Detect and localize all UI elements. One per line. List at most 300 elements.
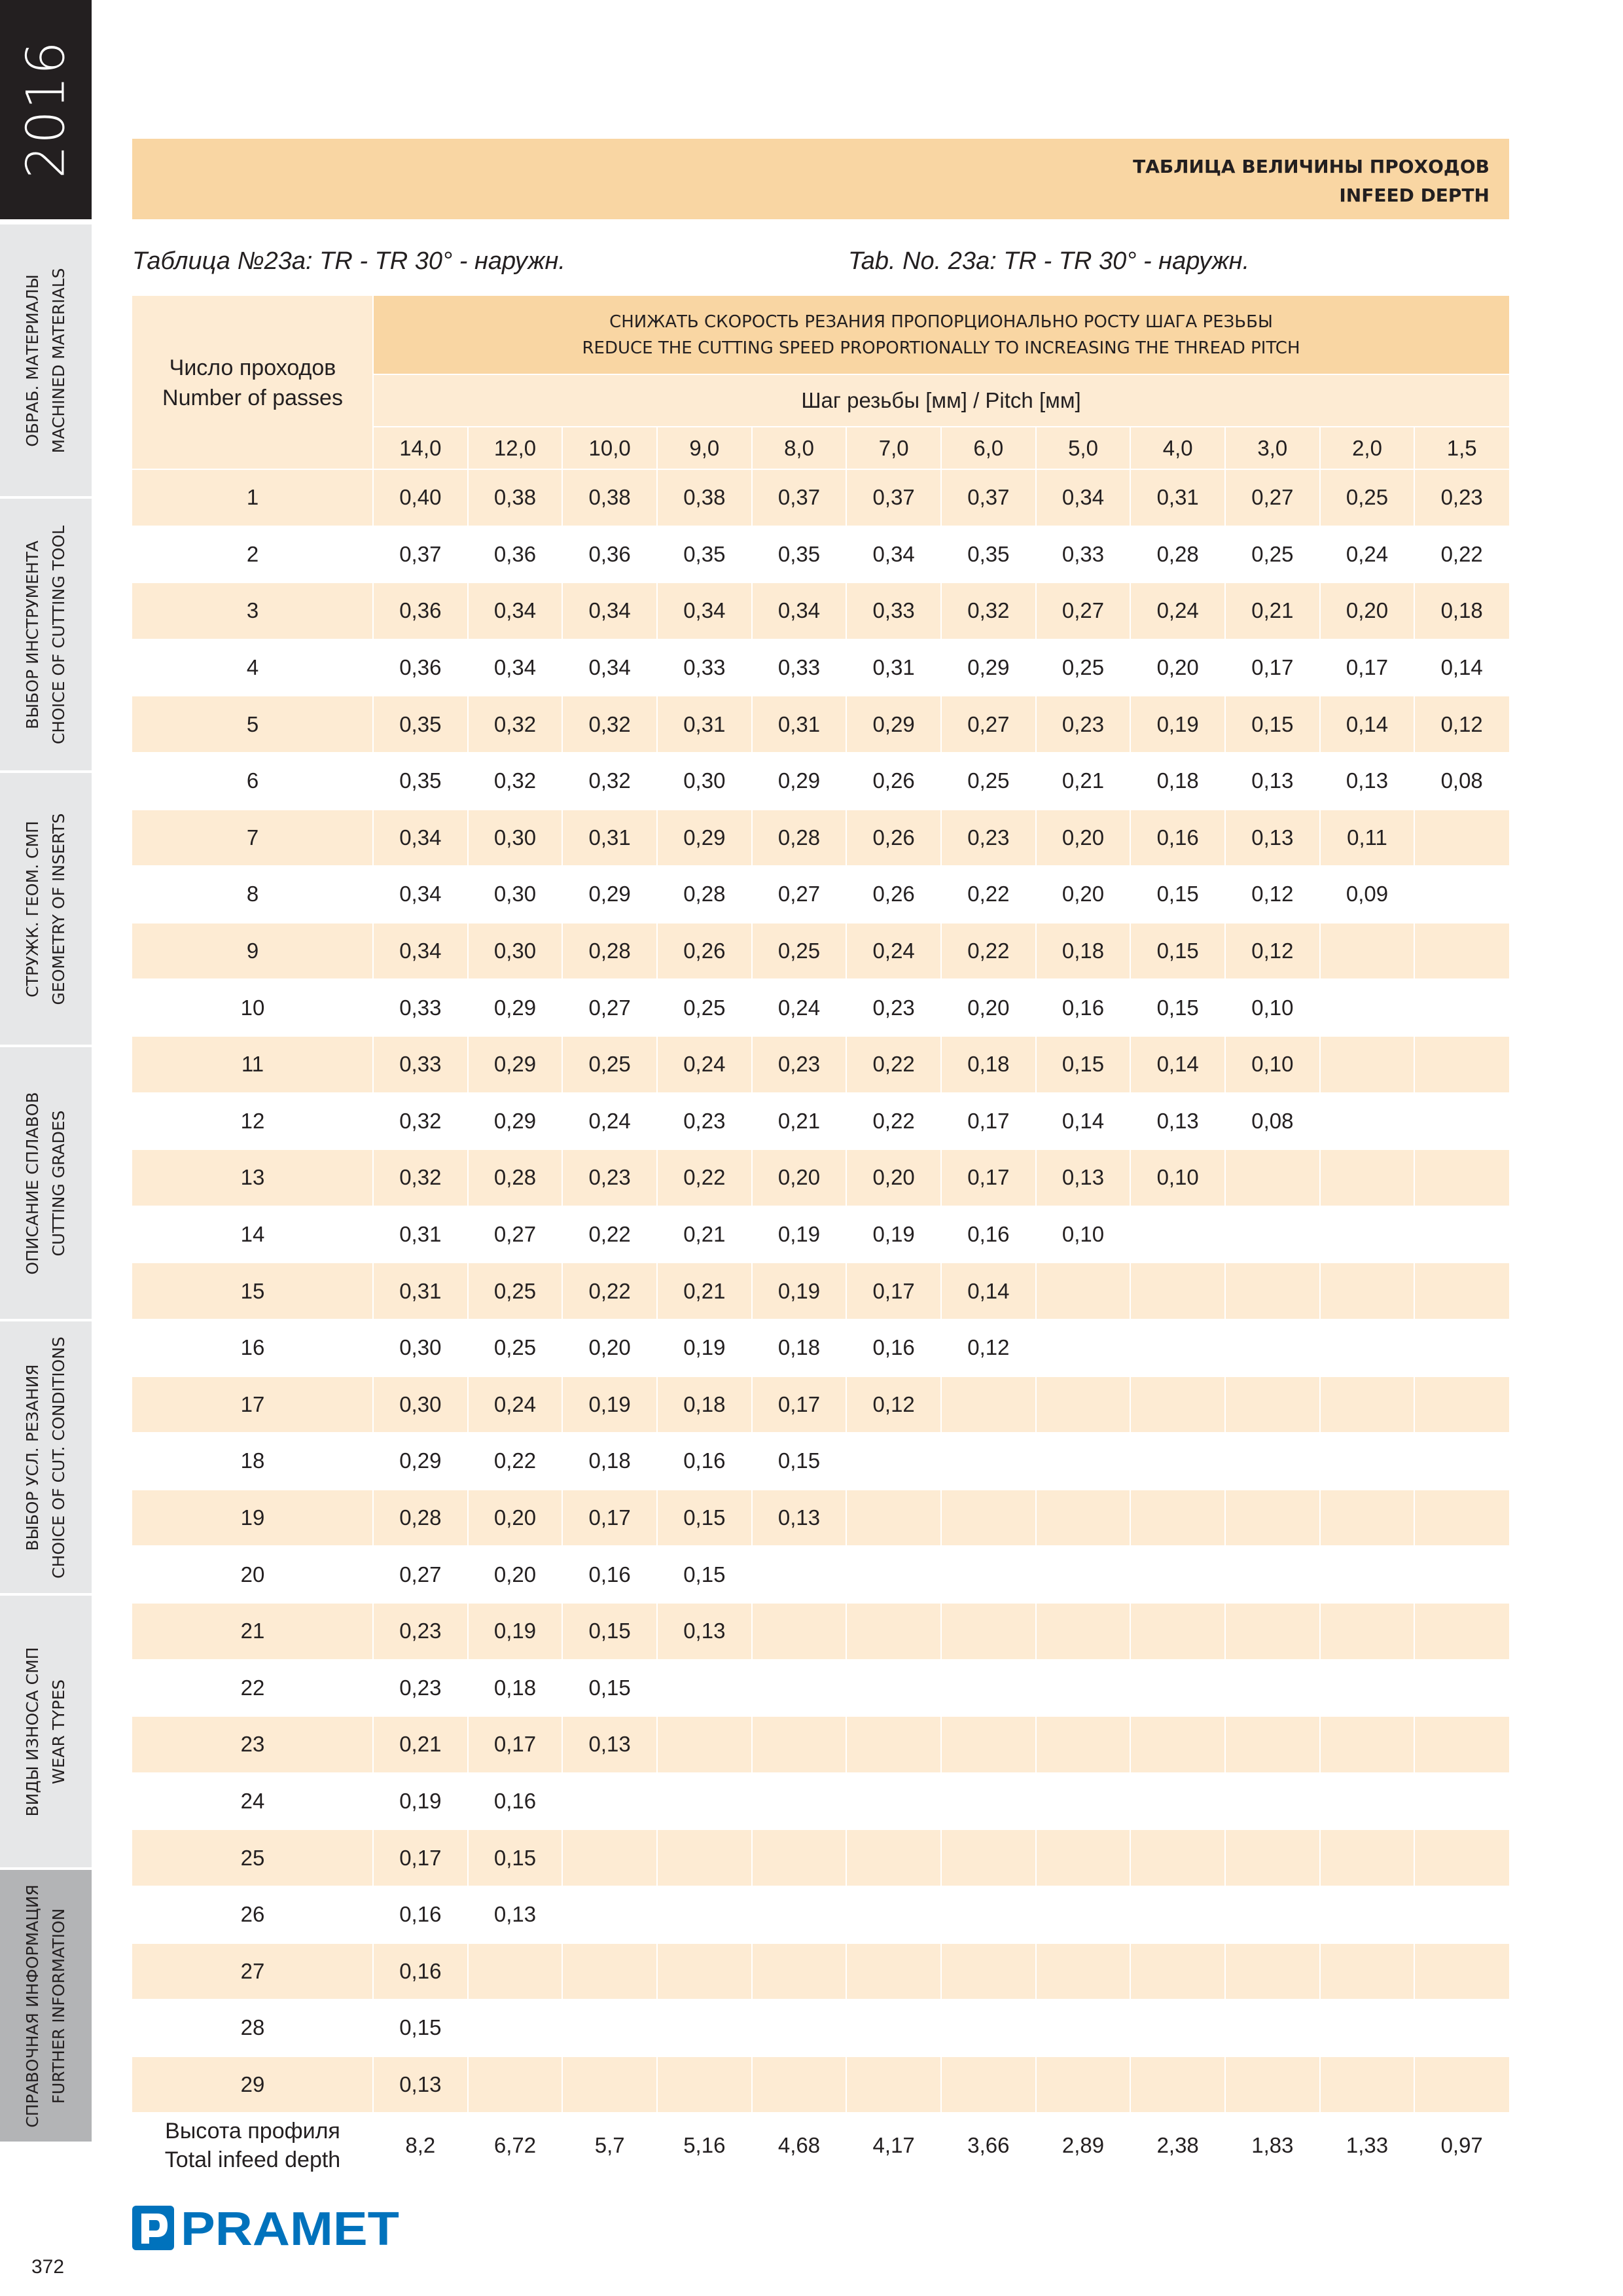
infeed-value: 0,13 [399,2072,442,2097]
sidebar-tab-label-en: FURTHER INFORMATION [49,1908,68,2104]
infeed-value [1225,1263,1320,1319]
infeed-value [1414,1603,1509,1660]
pass-number: 18 [240,1448,265,1473]
pitch-header: 7,0 [846,427,941,469]
infeed-value: 0,35 [967,541,1010,566]
infeed-value [1130,1773,1225,1830]
infeed-value [657,1660,752,1717]
infeed-value [846,1773,941,1830]
infeed-value [1130,2000,1225,2056]
infeed-value: 0,19 [1156,711,1199,736]
header-title-en: INFEED DEPTH [1339,185,1489,206]
infeed-value [1130,1263,1225,1319]
infeed-value [846,1716,941,1773]
infeed-value: 0,17 [967,1108,1010,1133]
row-divider [132,1829,1509,1830]
infeed-value: 0,30 [493,939,537,963]
infeed-value: 0,31 [683,711,726,736]
row-divider [132,809,1509,810]
infeed-value [846,2056,941,2113]
row-divider [132,1035,1509,1037]
infeed-value: 0,37 [872,485,915,510]
infeed-value: 0,18 [493,1675,537,1700]
infeed-value: 0,19 [399,1789,442,1814]
infeed-value: 0,13 [777,1505,821,1530]
row-divider [132,865,1509,867]
infeed-value: 0,33 [872,598,915,623]
infeed-value [1414,1433,1509,1490]
pass-number: 26 [240,1902,265,1927]
pass-number: 19 [240,1505,265,1530]
infeed-value [1225,1603,1320,1660]
infeed-value: 0,27 [493,1222,537,1247]
infeed-value [1130,1490,1225,1547]
infeed-value: 0,28 [777,825,821,850]
infeed-value [1036,1433,1131,1490]
infeed-value: 0,38 [493,485,537,510]
infeed-value: 0,29 [493,1108,537,1133]
infeed-value: 0,36 [493,541,537,566]
column-divider [656,427,658,2178]
infeed-value: 0,09 [1346,882,1389,906]
infeed-value: 0,28 [588,939,631,963]
infeed-value [752,1886,847,1943]
infeed-value [846,1660,941,1717]
infeed-value [1130,1943,1225,2000]
total-value: 2,89 [1061,2133,1105,2158]
infeed-value: 0,22 [872,1052,915,1077]
infeed-value [1036,1660,1131,1717]
infeed-value: 0,13 [1061,1165,1105,1190]
infeed-value: 0,17 [1251,655,1294,680]
infeed-value: 0,13 [588,1732,631,1757]
infeed-value [1130,1829,1225,1886]
infeed-value: 0,15 [1156,939,1199,963]
infeed-value: 0,26 [872,825,915,850]
infeed-value [1414,866,1509,923]
infeed-value [1414,1093,1509,1150]
row-divider [132,1943,1509,1944]
infeed-value: 0,23 [683,1108,726,1133]
row-divider [132,469,1509,470]
pitch-header: 4,0 [1130,427,1225,469]
infeed-value [1225,1773,1320,1830]
pass-number: 23 [240,1732,265,1757]
infeed-value: 0,20 [1061,882,1105,906]
infeed-value [1225,1433,1320,1490]
infeed-value [1320,1433,1415,1490]
column-divider [846,427,847,2178]
infeed-value: 0,13 [683,1619,726,1643]
infeed-value [941,1660,1036,1717]
infeed-value: 0,37 [967,485,1010,510]
infeed-value: 0,16 [399,1902,442,1927]
infeed-value: 0,13 [1251,825,1294,850]
infeed-value [752,1546,847,1603]
infeed-value: 0,11 [1347,825,1387,850]
infeed-value: 0,15 [588,1619,631,1643]
infeed-value [1320,979,1415,1036]
infeed-value: 0,28 [399,1505,442,1530]
infeed-value [1036,1603,1131,1660]
total-value: 4,68 [777,2133,821,2158]
infeed-value: 0,25 [588,1052,631,1077]
infeed-value: 0,25 [1251,541,1294,566]
infeed-value [1225,1886,1320,1943]
pass-number: 9 [246,939,259,963]
infeed-value: 0,12 [1440,711,1483,736]
row-divider [132,2112,1509,2113]
infeed-value [562,2000,657,2056]
infeed-value [846,1490,941,1547]
infeed-value [1414,1886,1509,1943]
infeed-value: 0,23 [588,1165,631,1190]
infeed-value [657,1773,752,1830]
infeed-value [562,2056,657,2113]
infeed-value: 0,32 [588,768,631,793]
infeed-value [468,1943,563,2000]
infeed-value: 0,38 [683,485,726,510]
infeed-value [846,1603,941,1660]
infeed-value: 0,29 [683,825,726,850]
infeed-value: 0,24 [1156,598,1199,623]
infeed-value: 0,24 [683,1052,726,1077]
sidebar-tab-label [20,525,72,744]
sidebar-tab-label [20,813,72,1005]
infeed-value [1225,1206,1320,1263]
infeed-value: 0,20 [967,995,1010,1020]
infeed-value: 0,19 [588,1391,631,1416]
column-divider [1224,427,1226,2178]
pass-number: 5 [246,711,259,736]
sidebar-tab-label [20,1336,72,1579]
row-divider [132,1376,1509,1377]
infeed-value: 0,36 [588,541,631,566]
sidebar-tab-label-ru: ВИДЫ ИЗНОСА СМП [23,1647,42,1816]
infeed-value: 0,22 [493,1448,537,1473]
infeed-value: 0,21 [683,1222,726,1247]
infeed-value [1414,2000,1509,2056]
infeed-value: 0,34 [588,655,631,680]
infeed-value [1414,1149,1509,1206]
infeed-value: 0,15 [683,1562,726,1587]
infeed-value [941,1490,1036,1547]
infeed-value: 0,32 [967,598,1010,623]
pitch-header: 8,0 [752,427,847,469]
infeed-value: 0,30 [399,1391,442,1416]
pass-number: 28 [240,2015,265,2040]
infeed-value: 0,18 [1156,768,1199,793]
header-band [132,139,1509,219]
total-value: 4,17 [872,2133,915,2158]
infeed-value: 0,33 [399,1052,442,1077]
infeed-value: 0,16 [1061,995,1105,1020]
infeed-value [1320,2056,1415,2113]
sidebar-tab-label-ru: СТРУЖК. ГЕОМ. СМП [23,820,42,997]
infeed-value: 0,13 [1346,768,1389,793]
infeed-value [1414,810,1509,867]
infeed-value: 0,27 [777,882,821,906]
infeed-value: 0,24 [872,939,915,963]
infeed-value: 0,34 [399,939,442,963]
infeed-value [562,1829,657,1886]
infeed-value: 0,15 [1251,711,1294,736]
pass-number: 2 [246,541,259,566]
infeed-value [1036,1773,1131,1830]
sidebar-tab-label-ru: ВЫБОР ИНСТРУМЕНТА [23,540,42,729]
sidebar-tab-6[interactable] [0,1593,92,1867]
column-divider [1035,427,1037,2178]
total-label-en: Total infeed depth [164,2147,341,2173]
logo-mark-p-hole [149,2220,160,2231]
infeed-value [1414,923,1509,980]
infeed-value: 0,17 [1346,655,1389,680]
infeed-value [1130,1603,1225,1660]
infeed-value [1414,1376,1509,1433]
infeed-value: 0,15 [1156,995,1199,1020]
sidebar-tab-label-en: GEOMETRY OF INSERTS [49,813,68,1005]
year-label: 2016 [15,40,77,179]
sidebar-tab-label-en: CUTTING GRADES [49,1110,68,1256]
infeed-value: 0,22 [1440,541,1483,566]
infeed-value [1320,1376,1415,1433]
infeed-value [941,1603,1036,1660]
infeed-value [1414,1319,1509,1376]
infeed-value: 0,36 [399,655,442,680]
row-divider [132,2056,1509,2057]
infeed-value: 0,24 [493,1391,537,1416]
infeed-value: 0,12 [872,1391,915,1416]
sidebar-tab-label [20,1092,72,1274]
infeed-value [1225,1490,1320,1547]
infeed-value: 0,34 [588,598,631,623]
infeed-value [1036,1490,1131,1547]
infeed-value: 0,29 [493,1052,537,1077]
infeed-value [1414,1773,1509,1830]
infeed-value: 0,33 [399,995,442,1020]
sidebar-tab-label-en: CHOICE OF CUTTING TOOL [49,525,68,744]
infeed-value [1225,1829,1320,1886]
infeed-value: 0,15 [493,1845,537,1870]
infeed-value [1130,1206,1225,1263]
pass-number: 24 [240,1789,265,1814]
header-divider [373,426,1509,427]
infeed-value: 0,16 [399,1958,442,1983]
infeed-value: 0,18 [1061,939,1105,963]
infeed-value [846,2000,941,2056]
column-divider [940,427,942,2178]
pitch-header: 9,0 [657,427,752,469]
sidebar-tab-label-en: WEAR TYPES [49,1679,68,1784]
infeed-value [941,1376,1036,1433]
infeed-value: 0,17 [872,1278,915,1303]
infeed-value [1414,1660,1509,1717]
sidebar-tab-label [20,1884,72,2128]
infeed-value [1036,2056,1131,2113]
infeed-value: 0,20 [493,1505,537,1530]
infeed-value: 0,18 [683,1391,726,1416]
infeed-value [657,1886,752,1943]
infeed-value: 0,34 [777,598,821,623]
infeed-value: 0,13 [1251,768,1294,793]
infeed-value: 0,32 [493,768,537,793]
infeed-value: 0,20 [493,1562,537,1587]
infeed-value: 0,32 [493,711,537,736]
pitch-label: Шаг резьбы [мм] / Pitch [мм] [373,374,1509,427]
infeed-value [1130,1546,1225,1603]
infeed-value [752,1716,847,1773]
infeed-value [1130,1886,1225,1943]
pitch-header: 3,0 [1225,427,1320,469]
infeed-value [657,1829,752,1886]
infeed-value: 0,21 [1061,768,1105,793]
sidebar-tab-2[interactable] [0,496,92,770]
infeed-value: 0,14 [1156,1052,1199,1077]
infeed-value: 0,16 [683,1448,726,1473]
infeed-value [1036,1716,1131,1773]
pitch-header: 14,0 [373,427,468,469]
infeed-value: 0,31 [399,1278,442,1303]
row-divider [132,526,1509,527]
infeed-value: 0,22 [872,1108,915,1133]
infeed-value: 0,20 [872,1165,915,1190]
infeed-value [657,2000,752,2056]
infeed-value: 0,34 [1061,485,1105,510]
infeed-value: 0,25 [1346,485,1389,510]
pass-number: 22 [240,1675,265,1700]
infeed-value [1414,1263,1509,1319]
infeed-value [941,1546,1036,1603]
pitch-header: 12,0 [468,427,563,469]
infeed-value [1036,1886,1131,1943]
infeed-value: 0,37 [399,541,442,566]
infeed-value [941,1943,1036,2000]
infeed-value [1036,2000,1131,2056]
infeed-value: 0,32 [399,1165,442,1190]
infeed-value [1320,1886,1415,1943]
sidebar-tab-4[interactable] [0,1045,92,1319]
infeed-value: 0,10 [1061,1222,1105,1247]
infeed-value: 0,32 [588,711,631,736]
infeed-value: 0,28 [683,882,726,906]
sidebar-tab-label-en: CHOICE OF CUT. CONDITIONS [49,1336,68,1579]
row-divider [132,752,1509,753]
infeed-value [941,2056,1036,2113]
infeed-value: 0,19 [493,1619,537,1643]
infeed-value [1320,1093,1415,1150]
infeed-value: 0,23 [1440,485,1483,510]
infeed-value: 0,21 [399,1732,442,1757]
infeed-value: 0,17 [777,1391,821,1416]
infeed-value [752,2000,847,2056]
row-divider [132,978,1509,980]
infeed-value: 0,29 [967,655,1010,680]
total-value: 6,72 [493,2133,537,2158]
infeed-value: 0,10 [1156,1165,1199,1190]
row-divider [132,582,1509,583]
sidebar-tab-7[interactable] [0,1867,92,2142]
infeed-value: 0,22 [588,1222,631,1247]
row-divider [132,1886,1509,1887]
column-divider [1130,427,1131,2178]
sidebar-tab-5[interactable] [0,1319,92,1593]
infeed-value [1036,1319,1131,1376]
infeed-value [941,1886,1036,1943]
pass-number: 7 [246,825,259,850]
infeed-value [752,1943,847,2000]
infeed-value: 0,20 [777,1165,821,1190]
infeed-value [941,1773,1036,1830]
infeed-value: 0,13 [493,1902,537,1927]
pass-number: 13 [240,1165,265,1190]
infeed-value: 0,14 [1061,1108,1105,1133]
pass-number: 25 [240,1845,265,1870]
infeed-value: 0,30 [493,825,537,850]
row-divider [132,1659,1509,1660]
sidebar-tab-3[interactable] [0,770,92,1045]
infeed-value: 0,29 [399,1448,442,1473]
infeed-value: 0,18 [1440,598,1483,623]
infeed-value: 0,15 [399,2015,442,2040]
infeed-value: 0,34 [683,598,726,623]
infeed-value: 0,16 [872,1335,915,1360]
infeed-value: 0,08 [1251,1108,1294,1133]
row-divider [132,1999,1509,2000]
infeed-value: 0,15 [588,1675,631,1700]
infeed-value: 0,21 [1251,598,1294,623]
infeed-value [1130,1433,1225,1490]
infeed-value [468,2056,563,2113]
infeed-value [1225,2056,1320,2113]
infeed-value [1225,1149,1320,1206]
infeed-value: 0,15 [683,1505,726,1530]
infeed-value: 0,35 [399,711,442,736]
pass-number: 8 [246,882,259,906]
infeed-value [846,1886,941,1943]
infeed-value [752,2056,847,2113]
pitch-header: 5,0 [1036,427,1131,469]
infeed-value: 0,21 [683,1278,726,1303]
sidebar-tab-label [20,1647,72,1816]
infeed-value [1036,1263,1131,1319]
infeed-value: 0,20 [1061,825,1105,850]
pass-number: 10 [240,995,265,1020]
caption-ru: Таблица №23a: TR - TR 30° - наружн. [132,247,565,275]
infeed-value [941,2000,1036,2056]
row-divider [132,1489,1509,1490]
pass-number: 4 [246,655,259,680]
infeed-value: 0,19 [777,1222,821,1247]
infeed-value: 0,28 [493,1165,537,1190]
infeed-value [1320,2000,1415,2056]
infeed-value: 0,20 [588,1335,631,1360]
banner-text-en: REDUCE THE CUTTING SPEED PROPORTIONALLY TO INCREASING THE THREAD PITCH [582,338,1300,358]
pass-number: 6 [246,768,259,793]
infeed-value [752,1773,847,1830]
infeed-value [1320,1603,1415,1660]
infeed-value [1414,2056,1509,2113]
total-value: 8,2 [405,2133,436,2158]
infeed-depth-table [132,296,1509,2178]
sidebar-tab-1[interactable] [0,222,92,496]
infeed-value: 0,31 [399,1222,442,1247]
infeed-value [1130,1376,1225,1433]
total-value: 3,66 [967,2133,1010,2158]
infeed-value: 0,12 [1251,939,1294,963]
infeed-value [562,1943,657,2000]
infeed-value: 0,26 [683,939,726,963]
infeed-value: 0,24 [588,1108,631,1133]
